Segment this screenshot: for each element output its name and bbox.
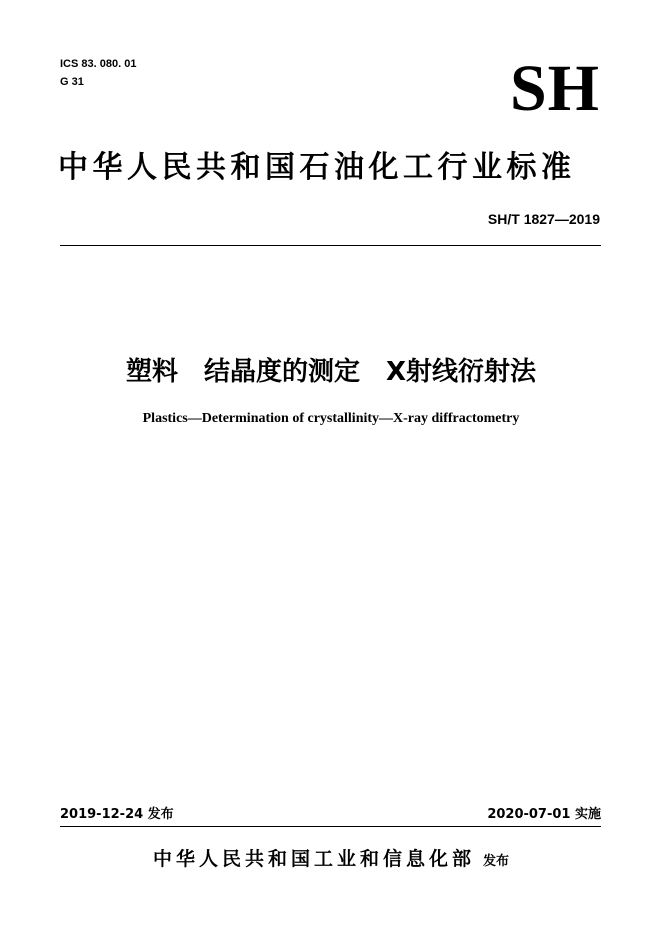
ccs-code: G 31 [60,76,84,88]
english-title: Plastics—Determination of crystallinity—X-ray diffractometry [142,411,520,426]
issuer-action: 发布 [483,854,510,869]
issuer-line [0,845,662,876]
ics-code: ICS 83. 080. 01 [60,58,137,70]
top-divider [60,245,601,246]
standard-number: SH/T 1827—2019 [487,211,600,227]
implementation-date: 2020-07-01 实施 [487,807,601,822]
standard-category-title: 中华人民共和国石油化工行业标准 [58,150,576,185]
sh-logo: SH [509,52,600,125]
bottom-divider [60,826,601,827]
issue-date: 2019-12-24 发布 [60,807,174,822]
chinese-title: 塑料 结晶度的测定 X射线衍射法 [125,357,537,387]
issuer-name: 中华人民共和国工业和信息化部 [152,848,475,870]
